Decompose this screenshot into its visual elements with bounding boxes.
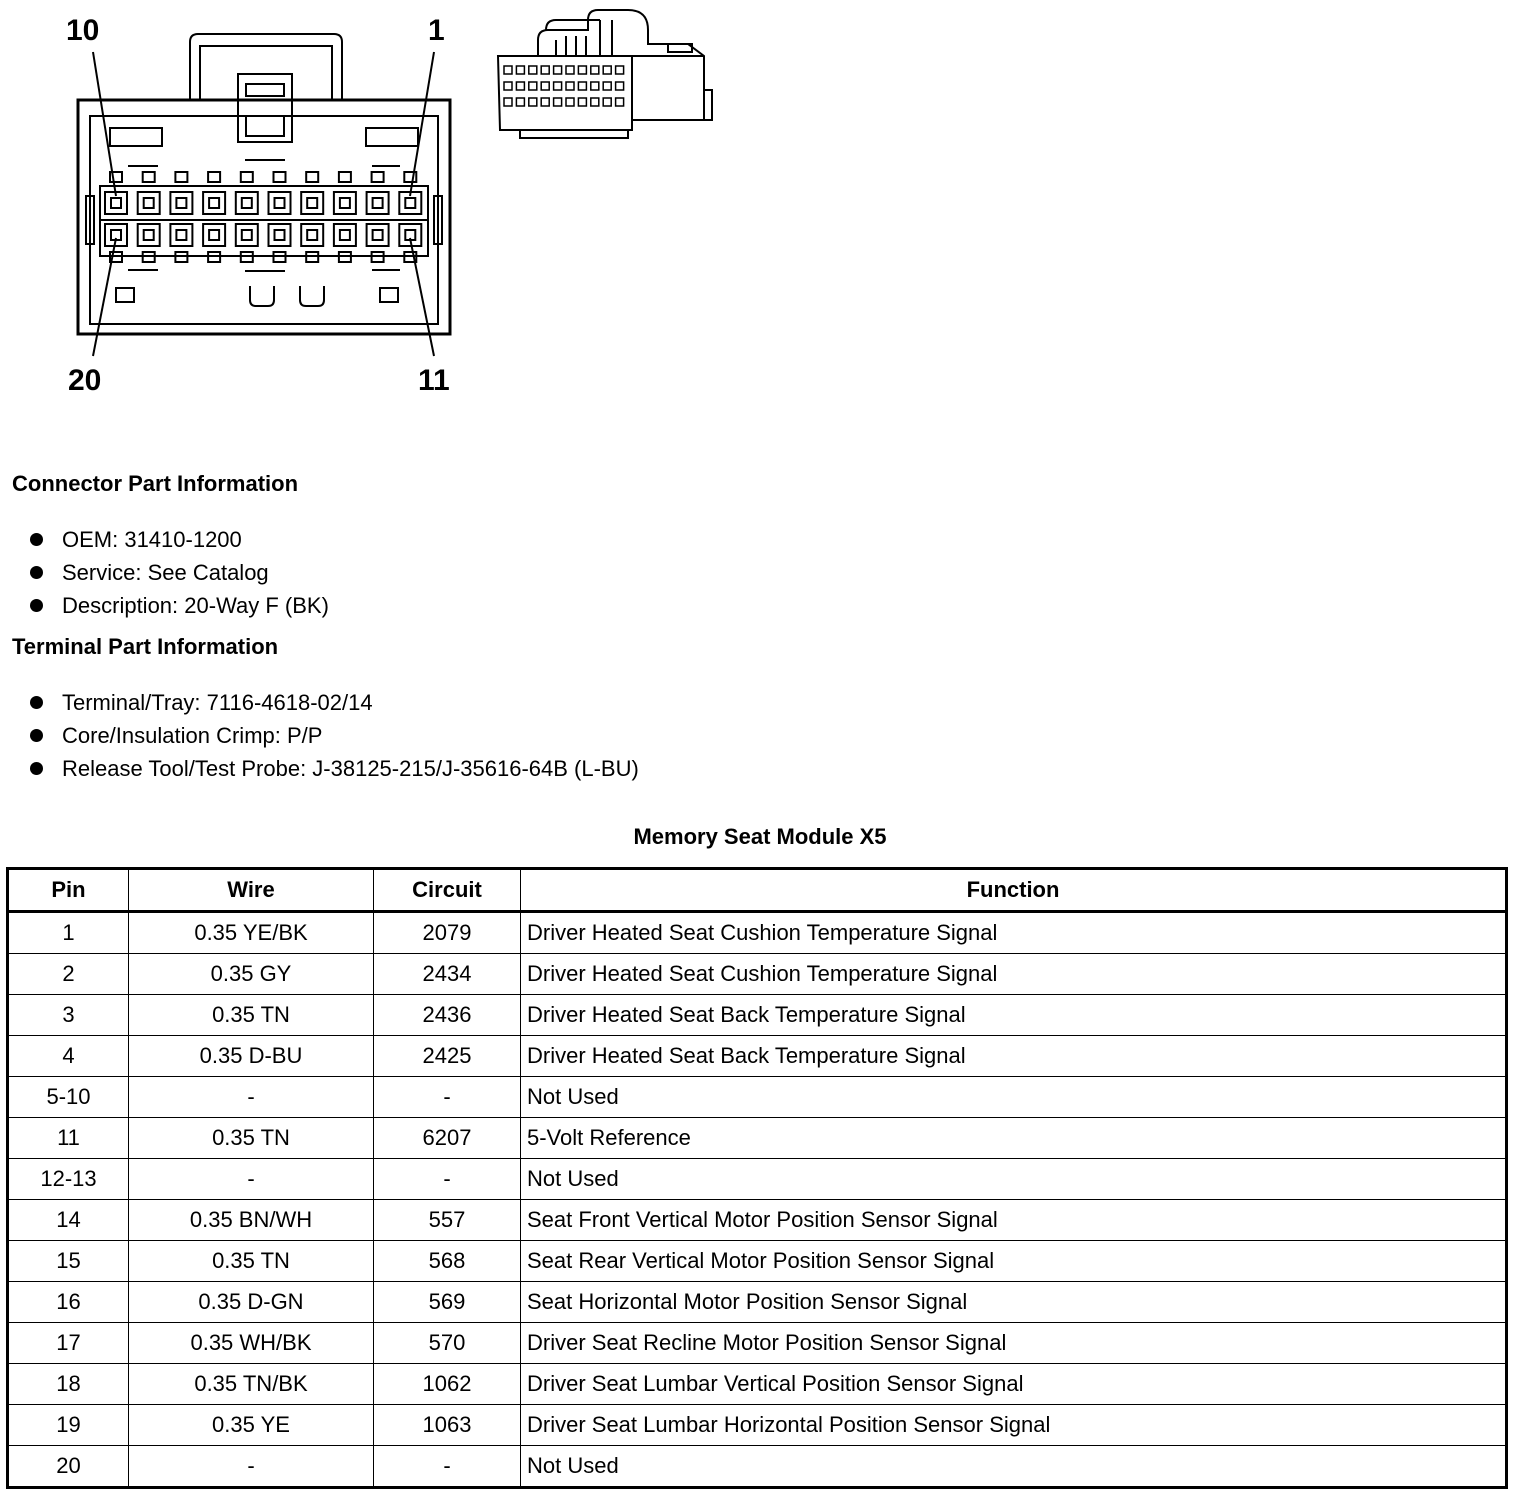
table-row — [8, 995, 1507, 1036]
cell-function: Not Used — [521, 1446, 1507, 1488]
cell-function: Driver Heated Seat Back Temperature Signal — [521, 995, 1507, 1036]
mini-pin — [541, 82, 549, 90]
list-item-text: OEM: 31410-1200 — [62, 527, 242, 552]
table-row — [8, 1118, 1507, 1159]
cell-circuit: 6207 — [374, 1118, 521, 1159]
pin-contact — [176, 230, 186, 240]
table-row — [8, 1077, 1507, 1118]
pin-contact — [242, 198, 252, 208]
pin-contact — [176, 198, 186, 208]
list-item — [28, 556, 329, 589]
bullet-icon — [30, 533, 43, 546]
pin-contact — [307, 198, 317, 208]
pin-cavity — [138, 192, 160, 214]
cell-wire: - — [129, 1159, 374, 1200]
cell-wire: 0.35 GY — [129, 954, 374, 995]
pin-latch — [306, 172, 318, 182]
pin-cavity — [138, 224, 160, 246]
pin-contact — [209, 198, 219, 208]
cell-pin: 12-13 — [8, 1159, 129, 1200]
terminal-info-list — [28, 686, 639, 785]
mini-pin — [554, 82, 562, 90]
mini-pin — [529, 66, 537, 74]
pin-cavity — [269, 192, 291, 214]
mini-pin — [603, 82, 611, 90]
list-item-text: Service: See Catalog — [62, 560, 269, 585]
pin-contact — [275, 198, 285, 208]
pin-latch — [175, 172, 187, 182]
cell-wire: 0.35 TN/BK — [129, 1364, 374, 1405]
pin-contact — [405, 198, 415, 208]
mini-pin — [516, 82, 524, 90]
mini-pin — [616, 66, 624, 74]
cell-pin: 20 — [8, 1446, 129, 1488]
cell-wire: 0.35 D-BU — [129, 1036, 374, 1077]
mini-pin — [566, 82, 574, 90]
table-row — [8, 912, 1507, 954]
pin-table — [6, 867, 1508, 1489]
cell-wire: 0.35 BN/WH — [129, 1200, 374, 1241]
cell-function: Driver Heated Seat Cushion Temperature Signal — [521, 912, 1507, 954]
cell-wire: 0.35 YE — [129, 1405, 374, 1446]
cell-circuit: - — [374, 1077, 521, 1118]
cell-pin: 15 — [8, 1241, 129, 1282]
pin-contact — [144, 230, 154, 240]
pin-contact — [373, 230, 383, 240]
cell-pin: 1 — [8, 912, 129, 954]
cell-circuit: 557 — [374, 1200, 521, 1241]
bullet-icon — [30, 762, 43, 775]
mini-pin — [603, 98, 611, 106]
list-item-text: Release Tool/Test Probe: J-38125-215/J-35616-64B (L-BU) — [62, 756, 639, 781]
mini-pin — [516, 98, 524, 106]
bullet-icon — [30, 599, 43, 612]
table-header-row — [8, 869, 1507, 912]
table-row — [8, 1159, 1507, 1200]
mini-pin — [578, 66, 586, 74]
cell-pin: 2 — [8, 954, 129, 995]
table-row — [8, 1036, 1507, 1077]
cell-circuit: 2434 — [374, 954, 521, 995]
cell-pin: 3 — [8, 995, 129, 1036]
table-row — [8, 954, 1507, 995]
cell-pin: 4 — [8, 1036, 129, 1077]
pin-cavity — [170, 224, 192, 246]
cell-function: Seat Front Vertical Motor Position Sensor Signal — [521, 1200, 1507, 1241]
pin-cavity — [203, 192, 225, 214]
cell-pin: 14 — [8, 1200, 129, 1241]
mini-pin — [504, 82, 512, 90]
cell-pin: 17 — [8, 1323, 129, 1364]
pin-contact — [307, 230, 317, 240]
pin-latch — [339, 172, 351, 182]
cell-pin: 19 — [8, 1405, 129, 1446]
cell-wire: 0.35 D-GN — [129, 1282, 374, 1323]
bullet-icon — [30, 729, 43, 742]
cell-circuit: 2425 — [374, 1036, 521, 1077]
pin-contact — [340, 198, 350, 208]
cell-pin: 5-10 — [8, 1077, 129, 1118]
list-item — [28, 686, 639, 719]
list-item — [28, 523, 329, 556]
mini-pin — [616, 98, 624, 106]
mini-pin — [516, 66, 524, 74]
connector-face-drawing — [0, 0, 760, 420]
cell-circuit: - — [374, 1159, 521, 1200]
cell-function: Driver Heated Seat Cushion Temperature Signal — [521, 954, 1507, 995]
mini-pin — [504, 98, 512, 106]
header-function: Function — [521, 869, 1507, 912]
pin-cavity — [301, 224, 323, 246]
cell-circuit: 568 — [374, 1241, 521, 1282]
pin-cavity — [269, 224, 291, 246]
pin-latch — [372, 172, 384, 182]
mini-pin — [504, 66, 512, 74]
list-item — [28, 719, 639, 752]
cell-pin: 16 — [8, 1282, 129, 1323]
pin-cavity — [334, 192, 356, 214]
cell-circuit: 569 — [374, 1282, 521, 1323]
list-item-text: Description: 20-Way F (BK) — [62, 593, 329, 618]
list-item-text: Terminal/Tray: 7116-4618-02/14 — [62, 690, 373, 715]
pin-cavity — [203, 224, 225, 246]
table-row — [8, 1282, 1507, 1323]
pin-cavity — [367, 224, 389, 246]
cell-circuit: - — [374, 1446, 521, 1488]
cell-circuit: 2436 — [374, 995, 521, 1036]
mini-pin — [554, 66, 562, 74]
list-item-text: Core/Insulation Crimp: P/P — [62, 723, 323, 748]
cell-pin: 18 — [8, 1364, 129, 1405]
table-title: Memory Seat Module X5 — [633, 824, 887, 849]
cell-function: Seat Horizontal Motor Position Sensor Signal — [521, 1282, 1507, 1323]
mini-pin — [529, 98, 537, 106]
table-row — [8, 1200, 1507, 1241]
cell-wire: - — [129, 1446, 374, 1488]
pin-contact — [209, 230, 219, 240]
mini-pin — [541, 98, 549, 106]
pin-latch — [241, 172, 253, 182]
header-pin: Pin — [8, 869, 129, 912]
table-row — [8, 1364, 1507, 1405]
mini-pin — [591, 82, 599, 90]
cell-circuit: 1063 — [374, 1405, 521, 1446]
header-circuit: Circuit — [374, 869, 521, 912]
mini-pin — [541, 66, 549, 74]
pin-cavity — [334, 224, 356, 246]
pin-label-1: 1 — [428, 14, 445, 47]
cell-wire: 0.35 TN — [129, 995, 374, 1036]
mini-pin — [578, 82, 586, 90]
cell-circuit: 1062 — [374, 1364, 521, 1405]
list-item — [28, 589, 329, 622]
cell-pin: 11 — [8, 1118, 129, 1159]
pin-cavity — [236, 192, 258, 214]
pin-latch — [274, 172, 286, 182]
pin-contact — [144, 198, 154, 208]
cell-function: Not Used — [521, 1159, 1507, 1200]
pin-cavity — [170, 192, 192, 214]
pin-latch — [208, 172, 220, 182]
bullet-icon — [30, 696, 43, 709]
pin-label-20: 20 — [68, 364, 102, 397]
pin-contact — [340, 230, 350, 240]
pin-label-11: 11 — [418, 364, 450, 397]
connector-info-list — [28, 523, 329, 622]
table-row — [8, 1241, 1507, 1282]
cell-wire: 0.35 YE/BK — [129, 912, 374, 954]
cell-function: Driver Heated Seat Back Temperature Signal — [521, 1036, 1507, 1077]
mini-pin — [578, 98, 586, 106]
pin-label-10: 10 — [66, 14, 100, 47]
cell-circuit: 2079 — [374, 912, 521, 954]
pin-contact — [242, 230, 252, 240]
bullet-icon — [30, 566, 43, 579]
mini-pin — [554, 98, 562, 106]
pin-cavity — [236, 224, 258, 246]
cell-circuit: 570 — [374, 1323, 521, 1364]
cell-function: Driver Seat Lumbar Horizontal Position Sensor Signal — [521, 1405, 1507, 1446]
list-item — [28, 752, 639, 785]
mini-pin — [529, 82, 537, 90]
pin-cavity — [301, 192, 323, 214]
cell-wire: 0.35 TN — [129, 1241, 374, 1282]
table-row — [8, 1405, 1507, 1446]
cell-wire: 0.35 WH/BK — [129, 1323, 374, 1364]
table-row — [8, 1446, 1507, 1488]
connector-diagram — [0, 0, 760, 420]
pin-latch — [143, 172, 155, 182]
cell-function: Driver Seat Lumbar Vertical Position Sensor Signal — [521, 1364, 1507, 1405]
cell-function: Seat Rear Vertical Motor Position Sensor Signal — [521, 1241, 1507, 1282]
mini-pin — [603, 66, 611, 74]
connector-info-title: Connector Part Information — [12, 471, 299, 496]
cell-function: 5-Volt Reference — [521, 1118, 1507, 1159]
cell-wire: 0.35 TN — [129, 1118, 374, 1159]
mini-pin — [566, 66, 574, 74]
pin-contact — [373, 198, 383, 208]
cell-function: Driver Seat Recline Motor Position Sensor Signal — [521, 1323, 1507, 1364]
table-row — [8, 1323, 1507, 1364]
header-wire: Wire — [129, 869, 374, 912]
mini-pin — [616, 82, 624, 90]
terminal-info-title: Terminal Part Information — [12, 634, 279, 659]
mini-pin — [591, 66, 599, 74]
pin-contact — [275, 230, 285, 240]
cell-function: Not Used — [521, 1077, 1507, 1118]
mini-pin — [566, 98, 574, 106]
mini-pin — [591, 98, 599, 106]
pin-contact — [111, 198, 121, 208]
cell-wire: - — [129, 1077, 374, 1118]
pin-cavity — [367, 192, 389, 214]
